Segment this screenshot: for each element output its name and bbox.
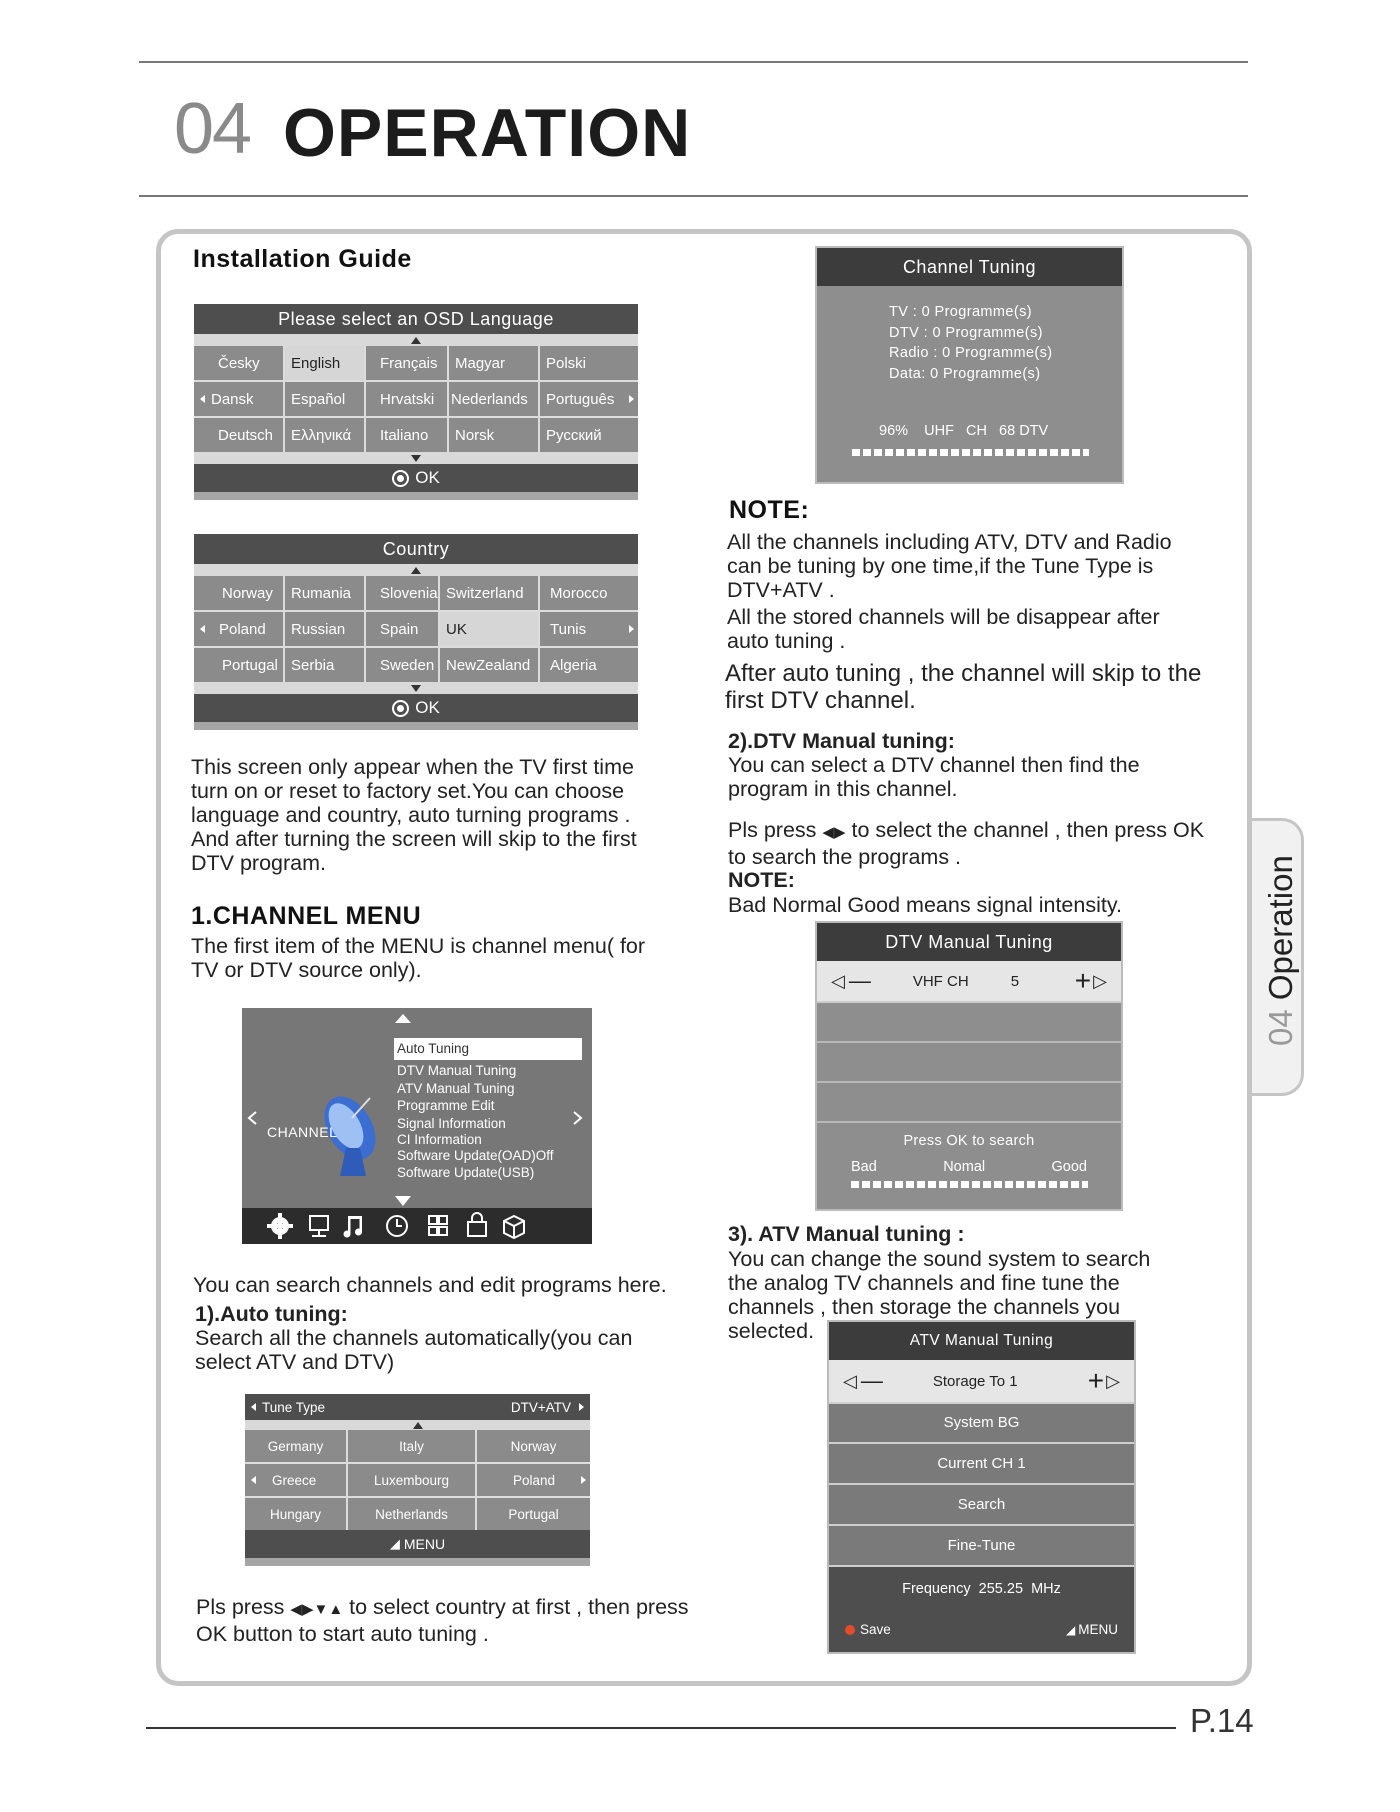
lang-nederlands[interactable]: Nederlands <box>449 382 538 416</box>
grid-icon <box>429 1216 447 1235</box>
right-arrow-icon <box>629 625 634 633</box>
dtv-note-heading: NOTE: <box>728 868 795 892</box>
lang-magyar[interactable]: Magyar <box>449 346 538 380</box>
country-algeria[interactable]: Algeria <box>540 648 638 682</box>
clock-icon <box>387 1216 407 1236</box>
country-slovenia[interactable]: Slovenia <box>366 576 438 610</box>
channel-value: 5 <box>1010 972 1020 990</box>
channel-tuning-screen <box>815 246 1124 484</box>
signal-good: Good <box>1051 1159 1087 1175</box>
minus-icon[interactable]: — <box>848 968 871 993</box>
dtv-manual-heading: 2).DTV Manual tuning: <box>728 729 955 753</box>
channel-menu-text: The first item of the MENU is channel menu( for TV or DTV source only). <box>191 934 646 982</box>
channel-tuning-title: Channel Tuning <box>817 248 1122 286</box>
channel-menu-after-text: You can search channels and edit programs here. <box>193 1273 667 1297</box>
country-morocco[interactable]: Morocco <box>540 576 638 610</box>
menu-item-dtv-manual[interactable]: DTV Manual Tuning <box>397 1063 517 1078</box>
dtv-manual-text: You can select a DTV channel then find the program in this channel. <box>728 753 1140 801</box>
arrow-keys-icon: ◀▶▼▲ <box>290 1601 344 1618</box>
auto-tuning-text: Search all the channels automatically(you can select ATV and DTV) <box>195 1326 633 1374</box>
right-triangle-icon[interactable]: ▷ <box>1106 1370 1120 1391</box>
channel-menu-heading: 1.CHANNEL MENU <box>191 902 422 930</box>
tuning-progress-bar <box>852 449 1089 456</box>
country-screen <box>194 534 638 730</box>
ok-button[interactable]: OK <box>194 464 638 492</box>
dtv-hint: Press OK to search <box>903 1133 1035 1149</box>
lang-italiano[interactable]: Italiano <box>366 418 447 452</box>
osd-language-screen <box>194 304 638 500</box>
atv-manual-title: ATV Manual Tuning <box>829 1322 1134 1360</box>
empty-row <box>817 1083 1121 1123</box>
country-grid <box>194 576 638 682</box>
country-luxembourg[interactable]: Luxembourg <box>348 1464 475 1496</box>
lang-espanol[interactable]: Español <box>285 382 364 416</box>
lang-hrvatski[interactable]: Hrvatski <box>366 382 447 416</box>
atv-bottom-panel <box>829 1565 1134 1652</box>
right-arrow-icon <box>629 395 634 403</box>
scroll-up-indicator <box>194 564 638 576</box>
country-uk[interactable]: UK <box>440 612 538 646</box>
country-norway[interactable]: Norway <box>194 576 283 610</box>
country-italy[interactable]: Italy <box>348 1430 475 1462</box>
chapter-number: 04 <box>174 89 251 169</box>
lang-russian[interactable]: Русский <box>540 418 638 452</box>
country-poland[interactable]: Poland <box>194 612 283 646</box>
top-rule <box>139 61 1248 63</box>
menu-item-signal-info[interactable]: Signal Information <box>397 1115 506 1131</box>
note1-p1: All the channels including ATV, DTV and Radio can be tuning by one time,if the Tune Type is DTV+ATV . <box>727 530 1172 602</box>
empty-row <box>817 1043 1121 1083</box>
tune-type-label: Tune Type <box>262 1399 326 1415</box>
menu-bar[interactable]: ◢ MENU <box>245 1530 590 1558</box>
menu-item-programme-edit[interactable]: Programme Edit <box>397 1098 495 1113</box>
lang-norsk[interactable]: Norsk <box>449 418 538 452</box>
menu-item-update-usb[interactable]: Software Update(USB) <box>397 1165 535 1180</box>
lang-cesky[interactable]: Česky <box>194 346 283 380</box>
menu-icons <box>242 1208 592 1244</box>
scroll-up-indicator <box>194 334 638 346</box>
country-serbia[interactable]: Serbia <box>285 648 364 682</box>
note1-heading: NOTE: <box>729 496 810 524</box>
left-arrow-icon <box>200 395 205 403</box>
save-button[interactable]: Save <box>845 1622 891 1637</box>
channel-label: VHF CH <box>912 972 969 990</box>
radio-count: Radio : 0 Programme(s) <box>889 345 1053 361</box>
menu-item-atv-manual[interactable]: ATV Manual Tuning <box>397 1080 515 1096</box>
current-ch-row[interactable]: Current CH 1 <box>829 1442 1134 1483</box>
dtv-note-text: Bad Normal Good means signal intensity. <box>728 893 1122 917</box>
left-arrow-icon <box>200 625 205 633</box>
country-germany[interactable]: Germany <box>245 1430 346 1462</box>
country-title: Country <box>194 534 638 564</box>
music-icon <box>344 1216 363 1238</box>
lang-portugues[interactable]: Português <box>540 382 638 416</box>
chapter-title: OPERATION <box>283 95 692 171</box>
auto-tuning-screen <box>245 1394 590 1566</box>
left-arrow-icon <box>251 1476 256 1484</box>
atv-manual-heading: 3). ATV Manual tuning : <box>728 1222 965 1246</box>
tune-type-bar[interactable] <box>245 1394 590 1420</box>
gear-icon <box>267 1213 293 1239</box>
search-row[interactable]: Search <box>829 1483 1134 1524</box>
empty-row <box>817 1003 1121 1043</box>
country-rumania[interactable]: Rumania <box>285 576 364 610</box>
scroll-up-indicator <box>245 1420 590 1430</box>
ok-circle-icon <box>392 470 409 487</box>
storage-value: Storage To 1 <box>932 1372 1018 1390</box>
language-grid <box>194 346 638 452</box>
country-tunis[interactable]: Tunis <box>540 612 638 646</box>
scroll-down-indicator <box>194 452 638 464</box>
red-dot-icon <box>845 1625 855 1635</box>
signal-labels <box>817 1159 1121 1175</box>
ok-circle-icon <box>392 700 409 717</box>
dtv-manual-press: Pls press ◀▶ to select the channel , then press OK to search the programs . <box>728 818 1205 869</box>
data-count: Data: 0 Programme(s) <box>889 365 1041 382</box>
fine-tune-row[interactable]: Fine-Tune <box>829 1524 1134 1565</box>
scroll-down-indicator <box>194 682 638 694</box>
atv-manual-screen <box>827 1320 1136 1654</box>
minus-icon[interactable]: — <box>860 1368 883 1393</box>
country-portugal[interactable]: Portugal <box>477 1498 590 1530</box>
scroll-up-icon <box>395 1014 411 1023</box>
lang-dansk[interactable]: Dansk <box>194 382 283 416</box>
left-chevron-icon <box>249 1112 256 1124</box>
side-tab-label: 04 Operation <box>1262 855 1299 1046</box>
auto-country-grid <box>245 1430 590 1530</box>
lang-polski[interactable]: Polski <box>540 346 638 380</box>
left-right-keys-icon: ◀▶ <box>822 824 846 841</box>
lang-deutsch[interactable]: Deutsch <box>194 418 283 452</box>
programme-counts <box>817 286 1122 384</box>
auto-tuning-heading: 1).Auto tuning: <box>195 1302 348 1326</box>
cube-icon <box>504 1216 524 1238</box>
lang-francais[interactable]: Français <box>366 346 447 380</box>
country-sweden[interactable]: Sweden <box>366 648 438 682</box>
tuning-status: 96% UHF CH 68 DTV <box>879 423 1049 439</box>
country-portugal[interactable]: Portugal <box>194 648 283 682</box>
atv-manual-text: You can change the sound system to search the analog TV channels and fine tune the channels , then storage the channels you selected. <box>728 1247 1151 1343</box>
lang-greek[interactable]: Ελληνικά <box>285 418 364 452</box>
plus-icon[interactable]: + <box>1087 1365 1105 1396</box>
channel-menu-screen <box>242 1008 592 1244</box>
note1-p3: After auto tuning , the channel will skip to the first DTV channel. <box>725 660 1202 714</box>
channel-menu-list <box>394 1038 582 1182</box>
menu-button[interactable]: ◢ MENU <box>1066 1622 1118 1637</box>
dtv-manual-title: DTV Manual Tuning <box>817 923 1121 961</box>
menu-pointer-icon: ◢ <box>389 1536 400 1551</box>
storage-selector[interactable] <box>829 1360 1134 1402</box>
country-greece[interactable]: Greece <box>245 1464 346 1496</box>
menu-pointer-icon: ◢ <box>1066 1622 1076 1637</box>
osd-language-title: Please select an OSD Language <box>194 304 638 334</box>
dtv-manual-screen <box>815 921 1123 1211</box>
channel-label: CHANNEL <box>267 1124 338 1140</box>
country-newzealand[interactable]: NewZealand <box>440 648 538 682</box>
country-poland[interactable]: Poland <box>477 1464 590 1496</box>
dtv-count: DTV : 0 Programme(s) <box>889 324 1043 341</box>
auto-tuning-press-text: Pls press ◀▶▼▲ to select country at first , then press OK button to start auto tuning . <box>196 1595 689 1646</box>
left-triangle-icon[interactable]: ◁ <box>831 970 845 991</box>
signal-normal: Nomal <box>943 1159 986 1175</box>
dtv-channel-selector[interactable] <box>817 961 1121 1003</box>
installation-text: This screen only appear when the TV first time turn on or reset to factory set.You can choose language and country, auto turning programs . And after turning the screen will skip to the first DTV program. <box>191 755 637 875</box>
title-rule <box>139 195 1248 197</box>
country-netherlands[interactable]: Netherlands <box>348 1498 475 1530</box>
installation-heading: Installation Guide <box>193 245 412 273</box>
frequency: Frequency 255.25 MHz <box>902 1581 1061 1597</box>
page-number: P.14 <box>1190 1702 1254 1739</box>
left-triangle-icon[interactable]: ◁ <box>843 1370 857 1391</box>
lock-icon <box>468 1213 486 1236</box>
system-row[interactable]: System BG <box>829 1402 1134 1442</box>
country-norway[interactable]: Norway <box>477 1430 590 1462</box>
menu-icon-bar <box>242 1208 592 1244</box>
signal-bar <box>851 1181 1088 1188</box>
menu-item-auto-tuning[interactable]: Auto Tuning <box>394 1038 582 1060</box>
menu-item-update-oad[interactable]: Software Update(OAD)Off <box>397 1148 554 1163</box>
plus-icon[interactable]: + <box>1074 965 1092 996</box>
left-arrow-icon <box>251 1403 256 1411</box>
signal-bad: Bad <box>851 1159 877 1175</box>
lang-english[interactable]: English <box>285 346 364 380</box>
right-triangle-icon[interactable]: ▷ <box>1093 970 1107 991</box>
tv-count: TV : 0 Programme(s) <box>889 304 1032 320</box>
right-arrow-icon <box>579 1403 584 1411</box>
tune-type-value: DTV+ATV <box>510 1399 571 1415</box>
country-russian[interactable]: Russian <box>285 612 364 646</box>
scroll-down-icon <box>395 1196 411 1206</box>
note1-p2: All the stored channels will be disappear after auto tuning . <box>727 605 1160 653</box>
country-spain[interactable]: Spain <box>366 612 438 646</box>
country-switzerland[interactable]: Switzerland <box>440 576 538 610</box>
monitor-icon <box>310 1216 328 1236</box>
menu-item-ci-info[interactable]: CI Information <box>397 1132 482 1147</box>
ok-button[interactable]: OK <box>194 694 638 722</box>
footer-rule <box>146 1727 1176 1729</box>
right-arrow-icon <box>581 1476 586 1484</box>
country-hungary[interactable]: Hungary <box>245 1498 346 1530</box>
